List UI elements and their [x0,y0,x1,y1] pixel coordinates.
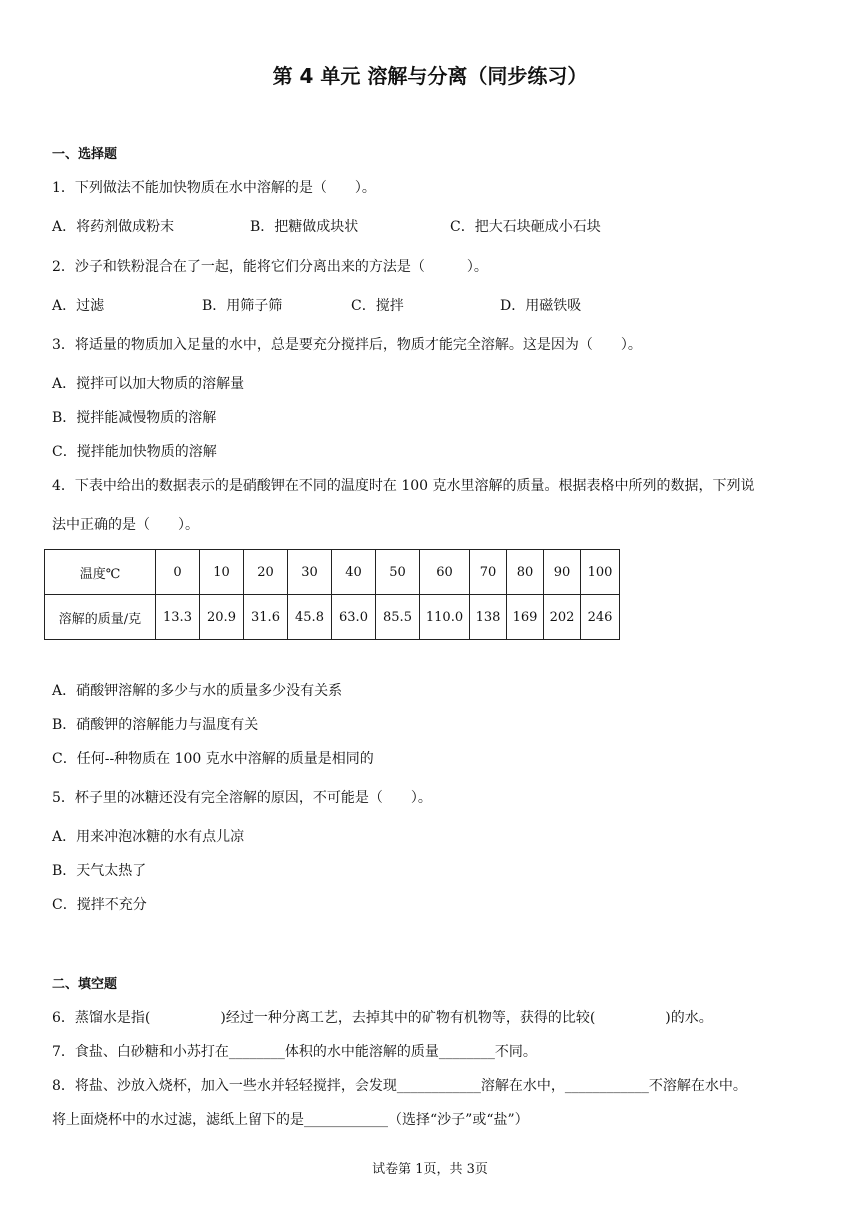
question-2-option-c: C．搅拌 [351,298,404,314]
solubility-table [44,549,620,640]
question-2-options [52,296,812,316]
table-cell: 110.0 [420,595,470,640]
question-1-option-a: A．将药剂做成粉末 [52,219,175,235]
section-heading-choice: 一、选择题 [52,147,118,162]
table-header-temperature: 温度℃ [45,550,156,595]
table-cell: 13.3 [156,595,200,640]
question-8-line-1: 8．将盐、沙放入烧杯，加入一些水并轻轻搅拌，会发现____________溶解在水中，____________不溶解在水中。 [52,1078,747,1094]
table-cell: 169 [507,595,544,640]
question-2-option-a: A．过滤 [52,298,105,314]
table-cell: 70 [470,550,507,595]
question-8-line-2: 将上面烧杯中的水过滤，滤纸上留下的是____________（选择“沙子”或“盐”） [52,1112,529,1128]
question-1-option-c: C．把大石块砸成小石块 [450,219,601,235]
page-footer: 试卷第 1页，共 3页 [372,1162,488,1177]
question-3-option-a: A．搅拌可以加大物质的溶解量 [52,376,245,392]
question-2-option-d: D．用磁铁吸 [500,298,582,314]
page-title: 第 4 单元 溶解与分离（同步练习） [272,64,588,88]
table-cell: 202 [544,595,581,640]
question-3-option-c: C．搅拌能加快物质的溶解 [52,444,217,460]
table-cell: 40 [332,550,376,595]
table-cell: 20 [244,550,288,595]
table-cell: 100 [581,550,620,595]
question-1-options [52,217,812,237]
table-cell: 30 [288,550,332,595]
question-5-stem: 5．杯子里的冰糖还没有完全溶解的原因，不可能是（ ）。 [52,790,432,806]
question-4-option-c: C．任何--种物质在 100 克水中溶解的质量是相同的 [52,751,374,767]
table-cell: 0 [156,550,200,595]
table-cell: 63.0 [332,595,376,640]
table-row-temperature [45,550,620,595]
table-cell: 20.9 [200,595,244,640]
section-heading-fill-blank: 二、填空题 [52,977,118,992]
question-2-option-b: B．用筛子筛 [202,298,283,314]
question-3-stem: 3．将适量的物质加入足量的水中，总是要充分搅拌后，物质才能完全溶解。这是因为（ ）。 [52,337,642,353]
table-cell: 50 [376,550,420,595]
table-cell: 246 [581,595,620,640]
question-5-option-a: A．用来冲泡冰糖的水有点儿凉 [52,829,245,845]
question-5-option-c: C．搅拌不充分 [52,897,147,913]
table-cell: 90 [544,550,581,595]
question-5-option-b: B．天气太热了 [52,863,147,879]
table-row-mass [45,595,620,640]
question-4-stem-line-2: 法中正确的是（ ）。 [52,517,199,533]
table-header-mass: 溶解的质量/克 [45,595,156,640]
question-2-stem: 2．沙子和铁粉混合在了一起，能将它们分离出来的方法是（ ）。 [52,259,488,275]
question-4-option-b: B．硝酸钾的溶解能力与温度有关 [52,717,259,733]
question-1-option-b: B．把糖做成块状 [250,219,359,235]
question-3-option-b: B．搅拌能减慢物质的溶解 [52,410,217,426]
table-cell: 85.5 [376,595,420,640]
question-4-stem-line-1: 4．下表中给出的数据表示的是硝酸钾在不同的温度时在 100 克水里溶解的质量。根据表格中所列的数据，下列说 [52,478,755,494]
table-cell: 45.8 [288,595,332,640]
table-cell: 80 [507,550,544,595]
question-1-stem: 1．下列做法不能加快物质在水中溶解的是（ ）。 [52,180,376,196]
question-6: 6．蒸馏水是指( )经过一种分离工艺，去掉其中的矿物有机物等，获得的比较( )的水。 [52,1010,713,1026]
table-cell: 138 [470,595,507,640]
table-cell: 60 [420,550,470,595]
table-cell: 10 [200,550,244,595]
question-4-option-a: A．硝酸钾溶解的多少与水的质量多少没有关系 [52,683,343,699]
table-cell: 31.6 [244,595,288,640]
question-7: 7．食盐、白砂糖和小苏打在________体积的水中能溶解的质量________不同。 [52,1044,537,1060]
